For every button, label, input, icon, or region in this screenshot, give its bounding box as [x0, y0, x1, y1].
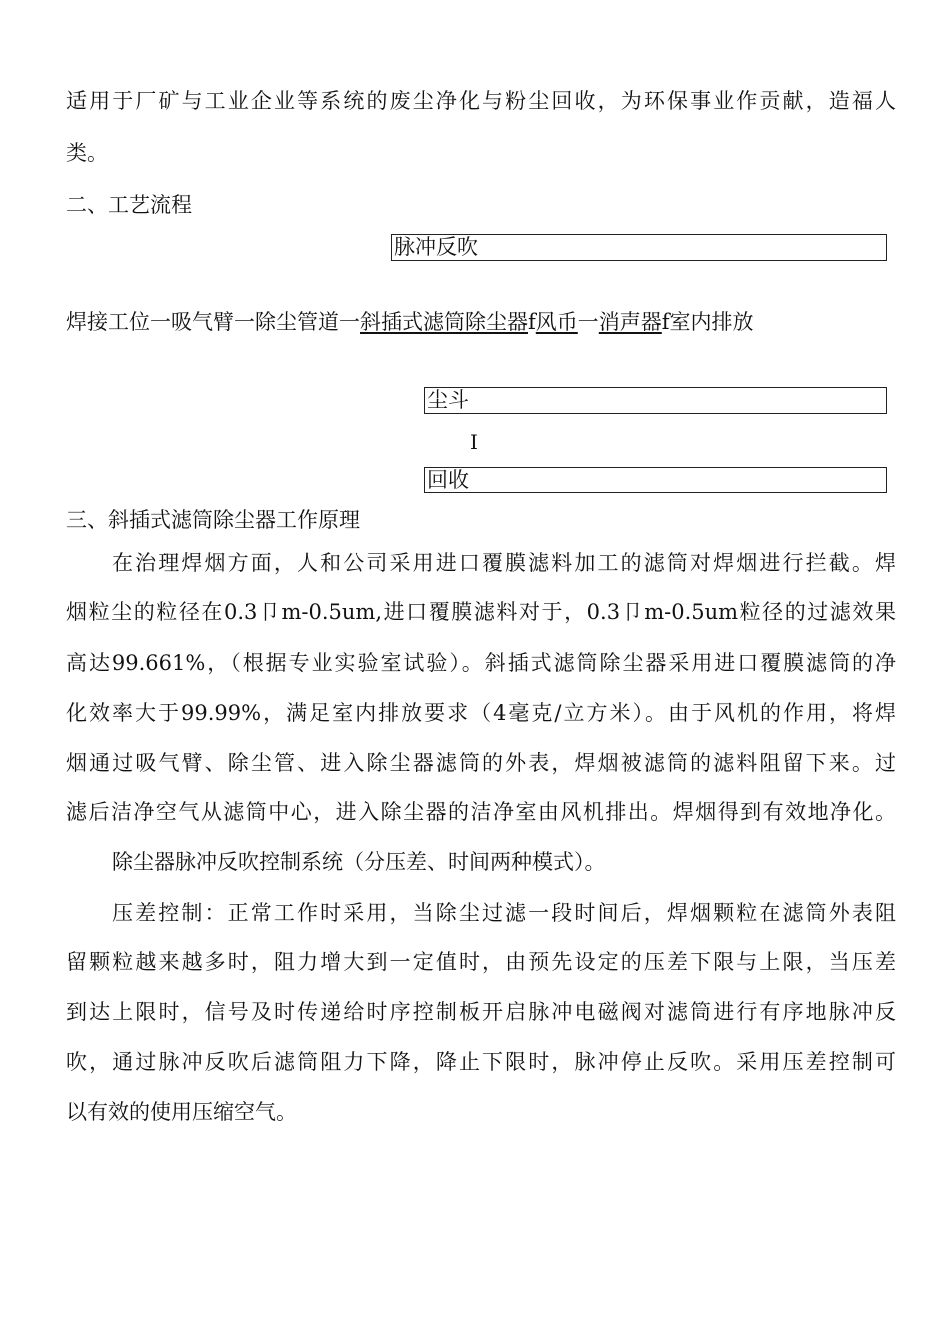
para3-line-4: 吹，通过脉冲反吹后滤筒阻力下降，降止下限时，脉冲停止反吹。采用压差控制可 — [66, 1050, 896, 1074]
flow-arrow-1: f — [528, 310, 536, 334]
para3-line-1: 压差控制：正常工作时采用，当除尘过滤一段时间后，焊烟颗粒在滤筒外表阻 — [112, 901, 896, 925]
flow-box-dust-hopper: 尘斗 — [424, 387, 887, 414]
section-2-heading: 二、工艺流程 — [66, 193, 192, 217]
para1-line-6: 滤后洁净空气从滤筒中心，进入除尘器的洁净室由风机排出。焊烟得到有效地净化。 — [66, 800, 896, 824]
flow-box-pulse-backblow: 脉冲反吹 — [391, 234, 887, 261]
para1-line-2: 烟粒尘的粒径在0.3卩m-0.5um,进口覆膜滤料对于，0.3卩m-0.5um粒径的过滤效果 — [66, 600, 896, 624]
para3-line-3: 到达上限时，信号及时传递给时序控制板开启脉冲电磁阀对滤筒进行有序地脉冲反 — [66, 1000, 896, 1024]
para1-line-1: 在治理焊烟方面，人和公司采用进口覆膜滤料加工的滤筒对焊烟进行拦截。焊 — [112, 551, 896, 575]
para3-line-5: 以有效的使用压缩空气。 — [66, 1100, 297, 1124]
para1-line-3: 高达99.661%，（根据专业实验室试验）。斜插式滤筒除尘器采用进口覆膜滤筒的净 — [66, 651, 896, 675]
para1-line-5: 烟通过吸气臂、除尘管、进入除尘器滤筒的外表，焊烟被滤筒的滤料阻留下来。过 — [66, 751, 896, 775]
flow-seg-filter: 斜插式滤筒除尘器 — [360, 310, 528, 334]
flow-box-recycle: 回收 — [424, 467, 887, 493]
flow-connector: I — [470, 430, 478, 454]
flow-seg-silencer: 消声器 — [598, 310, 662, 334]
flow-seg-1: 焊接工位一吸气臂一除尘管道一 — [66, 310, 360, 334]
intro-line-2: 类。 — [66, 141, 108, 165]
section-3-heading: 三、斜插式滤筒除尘器工作原理 — [66, 508, 360, 532]
para3-line-2: 留颗粒越来越多时，阻力增大到一定值时，由预先设定的压差下限与上限，当压差 — [66, 950, 896, 974]
intro-line-1: 适用于厂矿与工业企业等系统的废尘净化与粉尘回收，为环保事业作贡献，造福人 — [66, 89, 896, 113]
process-flow-line — [66, 307, 896, 337]
flow-seg-fan: 风币 — [535, 310, 578, 334]
para2: 除尘器脉冲反吹控制系统（分压差、时间两种模式）。 — [112, 850, 606, 874]
flow-dash: 一 — [577, 310, 599, 334]
flow-seg-exhaust: f室内排放 — [661, 310, 754, 334]
para1-line-4: 化效率大于99.99%，满足室内排放要求（4毫克/立方米）。由于风机的作用，将焊 — [66, 701, 896, 725]
